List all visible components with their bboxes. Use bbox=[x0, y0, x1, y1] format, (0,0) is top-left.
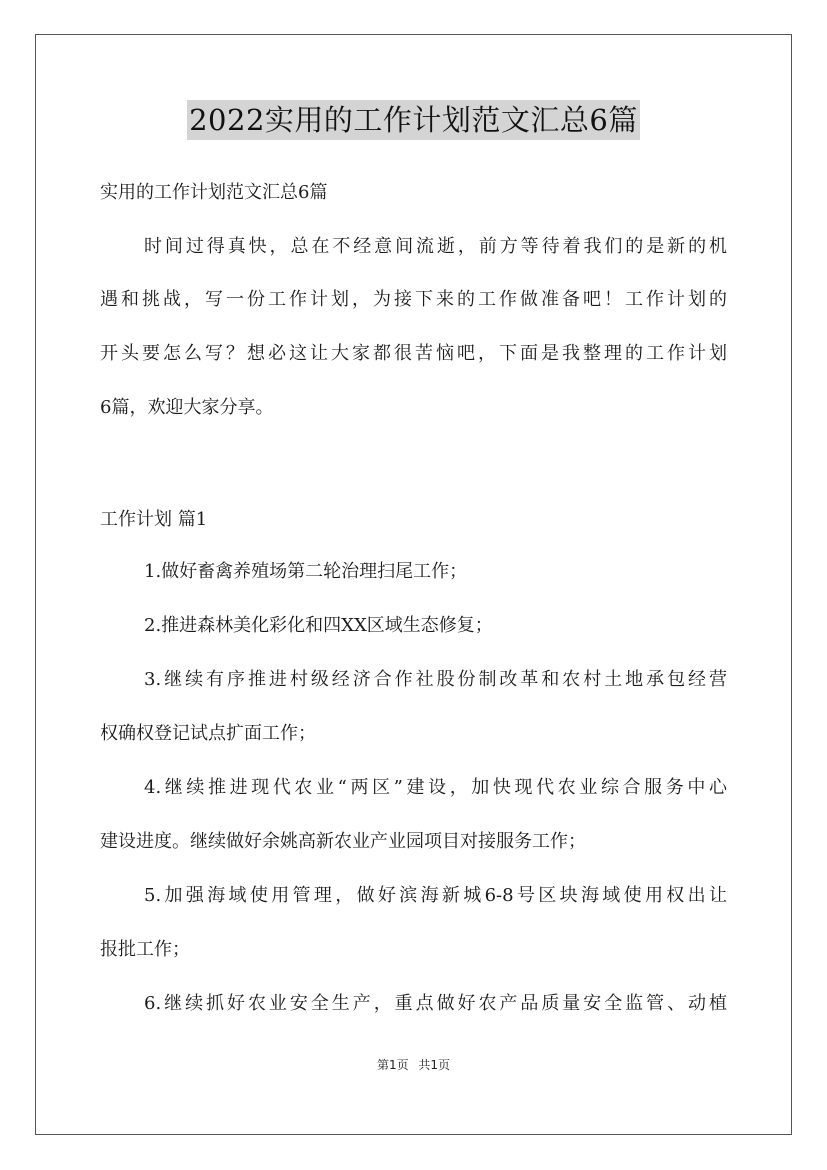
document-title: 2022实用的工作计划范文汇总6篇 bbox=[187, 100, 640, 140]
page-number-current: 第1页 bbox=[376, 1058, 409, 1072]
list-item: 2.推进森林美化彩化和四XX区域生态修复； bbox=[144, 615, 493, 636]
page-number-total: 共1页 bbox=[418, 1058, 451, 1072]
intro-line: 开头要怎么写？想必这让大家都很苦恼吧，下面是我整理的工作计划 bbox=[100, 343, 727, 364]
title-container bbox=[0, 100, 827, 140]
list-item: 4.继续推进现代农业“两区”建设，加快现代农业综合服务中心 bbox=[144, 777, 727, 798]
intro-line: 时间过得真快，总在不经意间流逝，前方等待着我们的是新的机 bbox=[144, 236, 727, 257]
list-item-continuation: 权确权登记试点扩面工作； bbox=[100, 723, 316, 744]
list-item: 5.加强海域使用管理，做好滨海新城6-8号区块海域使用权出让 bbox=[144, 885, 727, 906]
intro-line: 6篇，欢迎大家分享。 bbox=[100, 397, 274, 418]
page-footer bbox=[0, 1056, 827, 1073]
list-item: 3.继续有序推进村级经济合作社股份制改革和农村土地承包经营 bbox=[144, 669, 727, 690]
list-item: 6.继续抓好农业安全生产，重点做好农产品质量安全监管、动植 bbox=[144, 993, 727, 1014]
section-heading: 工作计划 篇1 bbox=[100, 509, 208, 530]
list-item: 1.做好畜禽养殖场第二轮治理扫尾工作； bbox=[144, 561, 468, 582]
intro-line: 遇和挑战，写一份工作计划，为接下来的工作做准备吧！工作计划的 bbox=[100, 289, 727, 310]
list-item-continuation: 报批工作； bbox=[100, 939, 190, 960]
document-subtitle: 实用的工作计划范文汇总6篇 bbox=[100, 182, 328, 203]
list-item-continuation: 建设进度。继续做好余姚高新农业产业园项目对接服务工作； bbox=[100, 831, 586, 852]
